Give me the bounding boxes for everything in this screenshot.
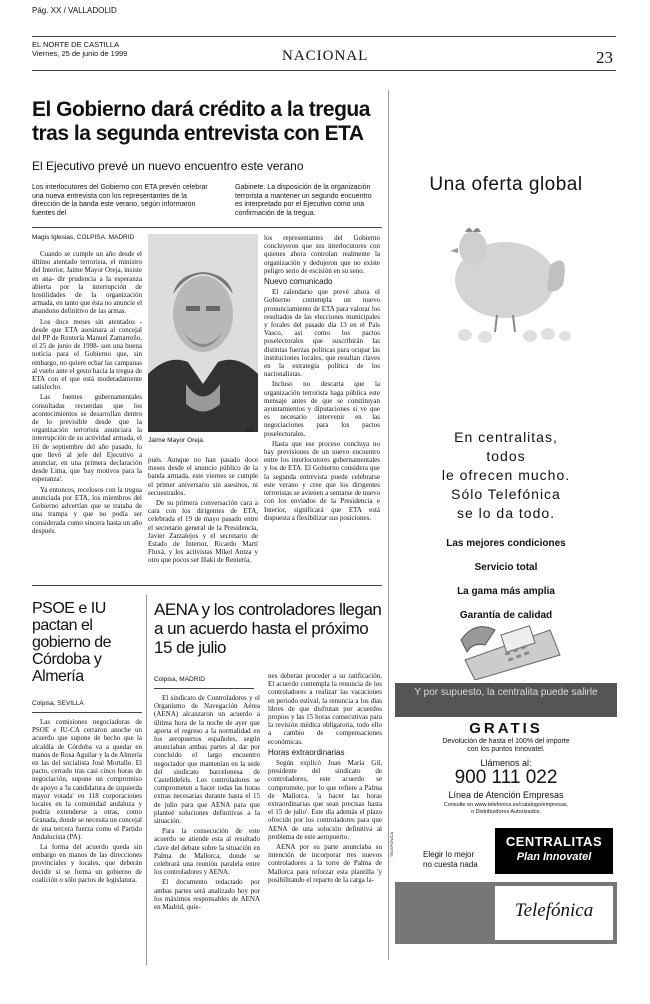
ad-consult-line: Consulte en www.telefonica.es/catalogo/empresas, <box>443 802 569 808</box>
running-head: Pág. XX / VALLADOLID <box>32 6 117 15</box>
story2-headline: PSOE e IU pactan el gobierno de Córdoba y Almería <box>32 600 112 685</box>
page-number: 23 <box>596 48 613 67</box>
lead-byline: Magis Iglesias, COLPISA. MADRID <box>32 234 135 241</box>
centralitas-box <box>495 828 613 874</box>
lead-headline-line-2: tras la segunda entrevista con ETA <box>32 122 364 145</box>
ad-choose <box>423 850 478 870</box>
story2-rule <box>32 712 142 713</box>
ad-tagline-line: Sólo Telefónica <box>451 486 561 502</box>
story3-subheading: Horas extraordinarias <box>268 747 345 757</box>
lead-subheading: Nuevo comunicado <box>264 277 333 287</box>
ad-feature: Garantía de calidad <box>459 610 553 621</box>
ad-feature: La gama más amplia <box>457 586 555 597</box>
telefonica-logo: Telefónica <box>514 900 594 921</box>
paragraph: Según explicó Juan María Gil, presidente del sindicato de controladores, este acuerdo se compromete, por lo que refiere a Palma de Mallorca, 'a hacer las horas extraordinarias que sean precisas hasta el 15 de julio'. Este día además el plazo ofrecido por los controladores para que AENA de una solución definitiva al problema de este aeropuerto. <box>268 759 382 841</box>
photo-credit: EFE <box>246 428 254 433</box>
paragraph: Incluso no descarta que la organización terrorista haga pública este mensaje antes de que se constituyan ayuntamientos y diputaciones si ve que es necesario intervenir en las negociaciones para los pactos poselectorales. <box>264 380 380 438</box>
story2-body <box>32 718 142 968</box>
lead-column-1 <box>32 250 142 580</box>
paragraph: Para la consecución de este acuerdo se atiende esta al resultado clave del debate sobre la situación en Palma de Mallorca, donde se celebrará una reunión paralela entre los controladores y AENA. <box>154 827 260 877</box>
ad-feature: Las mejores condiciones <box>446 538 566 549</box>
paragraph: El calendario que prevé ahora el Gobierno contempla un nuevo pronunciamiento de ETA para valorar los resultados de las elecciones municipales y forales del pasado día 13 en el País Vasco, así como los pactos poselectorales que suscribirán las distintas fuerzas políticas para ocupar las instituciones locales, que resultan claves en la estrategia política de los nacionalistas. <box>264 288 380 379</box>
paragraph: Las fuentes gubernamentales consultadas recuerdan que los acontecimientos se desarrollan dentro de lo previsible desde que la organización terrorista anunciara la interrupción de su actividad armada, el 16 de septiembre del año pasado, lo que llevó al jefe del Ejecutivo a anunciar, en una primera declaración desde Lima, que 'hay motivos para la esperanza'. <box>32 393 142 484</box>
story3-column-2 <box>268 672 382 968</box>
photo-caption: Jaime Mayor Oreja. <box>148 437 205 444</box>
issue-date: Viernes, 25 de junio de 1999 <box>32 49 128 58</box>
ad-consult-line: o Distribuidores Autorizados. <box>470 809 541 815</box>
story2-divider <box>146 595 147 965</box>
lead-column-2 <box>148 456 258 580</box>
ad-gratis: GRATIS <box>469 720 543 737</box>
paragraph: AENA por su parte anunciaba su intención de incorporar tres nuevos controladores a la torre de Palma de Mallorca para reforzar esta plantilla 'y posibilitando el reparto de la carga la- <box>268 843 382 884</box>
telephone-icon <box>455 600 565 680</box>
paragraph: El documento redactado por ambas partes será analizado hoy por los máximos responsables de AENA en Madrid, quie- <box>154 878 260 912</box>
ad-consult <box>395 802 617 816</box>
ad-phone-number: 900 111 022 <box>454 767 558 788</box>
paper-info <box>32 40 127 58</box>
ad-line: Línea de Atención Empresas <box>448 790 564 800</box>
header-bottom-rule <box>32 70 616 71</box>
ad-tagline <box>395 428 617 523</box>
story3-column-1 <box>154 694 260 968</box>
paper-name: EL NORTE DE CASTILLA <box>32 40 120 49</box>
paragraph: La forma del acuerdo queda sin embargo en manos de las direcciones provinciales y locales, que deberán decidir si se forma un gobierno de coalición o sólo pactos de legislatura. <box>32 843 142 884</box>
brand-band <box>395 882 617 944</box>
ad-feature: Servicio total <box>474 562 538 573</box>
story2-byline: Colpisa, SEVILLA <box>32 700 84 707</box>
ad-divider <box>388 90 389 960</box>
story3-byline: Colpisa, MADRID <box>154 676 205 683</box>
paragraph: Las comisiones negociadoras de PSOE e IU-CA cerraron anoche un acuerdo que supone de hecho que la alcaldía de Córdoba va a quedar en manos de Rosa Aguilar y la de Almería en las del socialista José Mortallo. El pacto, cerrado tras casi cinco horas de negociación, supone un compromiso de apoyo a 'la candidatura de izquierda mayor votada' en 118 corporaciones locales en la comunidad andaluza y podría extenderse a otras, como Granada, donde se necesita un concejal de una tercera fuerza como el Partido Andalucista (PA). <box>32 718 142 841</box>
paragraph: Hasta que ese proceso concluya no hay previsiones de un nuevo encuentro entre los interlocutores gubernamentales y los de ETA. El Gobierno considera que la segunda entrevista puede celebrarse este verano y cree que los dirigentes terroristas se avienen a sentarse de nuevo con los enviados de la Presidencia e Interior, significará que ETA está dispuesta a flexibilizar sus posiciones. <box>264 439 380 522</box>
paragraph: Los doce meses sin atentados -desde que ETA asesinara al concejal del PP de Rentería Manuel Zamarreño, el 25 de junio de 1998- son una buena noticia para el Gobierno que, sin embargo, no quiere echar las campanas al vuelo ante el gesto hacia la tregua de ETA con el que está moderadamente satisfecho. <box>32 317 142 392</box>
lead-photo <box>148 234 258 432</box>
ad-call: Llámenos al: <box>480 758 532 768</box>
ad-title: Una oferta global <box>429 174 583 195</box>
hen-and-chicks-icon <box>435 210 575 345</box>
ad-tagline-line: le ofrecen mucho. <box>441 467 571 483</box>
ad-gratis-note <box>395 738 617 754</box>
brand-logo-box <box>495 886 613 940</box>
paragraph: Ya entonces, recelosos con la tregua anunciada por ETA, los miembros del Gobierno advertían que se trataba de una trampa y que no podía ser considerada como sincera hasta un año después. <box>32 485 142 535</box>
summary-rule <box>32 227 382 228</box>
centralitas-label: CENTRALITAS <box>505 834 603 849</box>
paragraph: El sindicato de Controladores y el Organismo de Navegación Aérea (AENA) alcanzaron un acuerdo a última hora de la noche de ayer que aporta el regreso a la normalidad en los aeropuertos españoles, según anunciaban ambas partes al dar por concluido el largo encuentro negociador que mantenían en la sede del sindicato barcelonesa de Castelldefels. Los controladores se comprometen a hacer todas las horas extras necesarias durante hasta el 15 de julio para que AENA para que planteé soluciones definitivas a la situación. <box>154 694 260 826</box>
lead-headline-line-1: El Gobierno dará crédito a la tregua <box>32 98 370 121</box>
ad-choose-line: no cuesta nada <box>423 860 478 869</box>
ad-gratis-note-line: Devolución de hasta el 100% del importe <box>442 738 570 745</box>
lead-summary-2: Gabinete. La disposición de la organización terrorista a mantener un segundo encuentro es interpretado por el Ejecutivo como una confirmación de la tregua. <box>235 184 372 217</box>
plan-label: Plan Innovatel <box>516 851 592 863</box>
ad-tagline-line: En centralitas, <box>454 429 558 445</box>
section-name: NACIONAL <box>282 48 369 64</box>
ad-band: Y por supuesto, la centralita puede salirle <box>395 683 617 717</box>
ad-vertical-brand: TELEFÓNICA <box>389 832 394 858</box>
paragraph: nes deberán proceder a su ratificación. El acuerdo contempla la renuncia de los controladores a realizar las vacaciones en periodo estival, la renuncia a los días libres de que disfrutan por acuerdos propios y las 15 horas consecutivas para la revisión médica obligatoria, todo ello a cambio de compensaciones económicas. <box>268 672 382 746</box>
lead-bottom-rule <box>32 585 382 586</box>
story3-headline: AENA y los controladores llegan a un acuerdo hasta el próximo 15 de julio <box>154 600 382 657</box>
paragraph: Cuando se cumple un año desde el último atentado terrorista, el ministro del Interior, Jaime Mayor Oreja, insiste en ana- dir prudencia a la esperanza abierta por la interrupción de hostilidades de la organización armada, en tanto que ésta no anuncie el abandono definitivo de las armas. <box>32 250 142 316</box>
telefonica-ad <box>389 160 617 950</box>
paragraph: los representantes del Gobierno concluyeron que sus interlocutores con quienes ahora controlan realmente la organización y dedujeron que no existe peligro serio de escisión en su seno. <box>264 234 380 275</box>
ad-tagline-line: todos <box>486 448 526 464</box>
lead-headline <box>32 98 382 146</box>
ad-gratis-note-line: con los puntos Innovatel. <box>467 746 545 753</box>
paragraph: pués. Aunque no han pasado doce meses desde el anuncio público de la banda armada, este viernes se cumple el primer aniversario sin asesinos, ni secuestrados. <box>148 456 258 497</box>
story3-rule <box>154 688 254 689</box>
ad-tagline-line: se lo da todo. <box>456 505 556 521</box>
portrait-photo-icon <box>148 234 258 432</box>
paragraph: De su primera conversación cara a cara con los dirigentes de ETA, celebrada el 19 de mayo pasado entre el secretario general de la Presidencia, Javier Zarzalejos y el secretario de Estado de Interior, Ricardo Martí Fluxá, y los activistas Mikel Antza y otro que pocos ser Iñaki de Rentería, <box>148 499 258 565</box>
header-rule <box>32 36 616 37</box>
lead-column-3 <box>264 234 380 580</box>
lead-summary-1: Los interlocutores del Gobierno con ETA prevén celebrar una nueva entrevista con los representantes de la dirección de la banda este verano, según informaron fuentes del <box>32 184 208 217</box>
ad-choose-line: Elegir lo mejor <box>423 850 475 859</box>
lead-subhead: El Ejecutivo prevé un nuevo encuentro este verano <box>32 159 304 173</box>
